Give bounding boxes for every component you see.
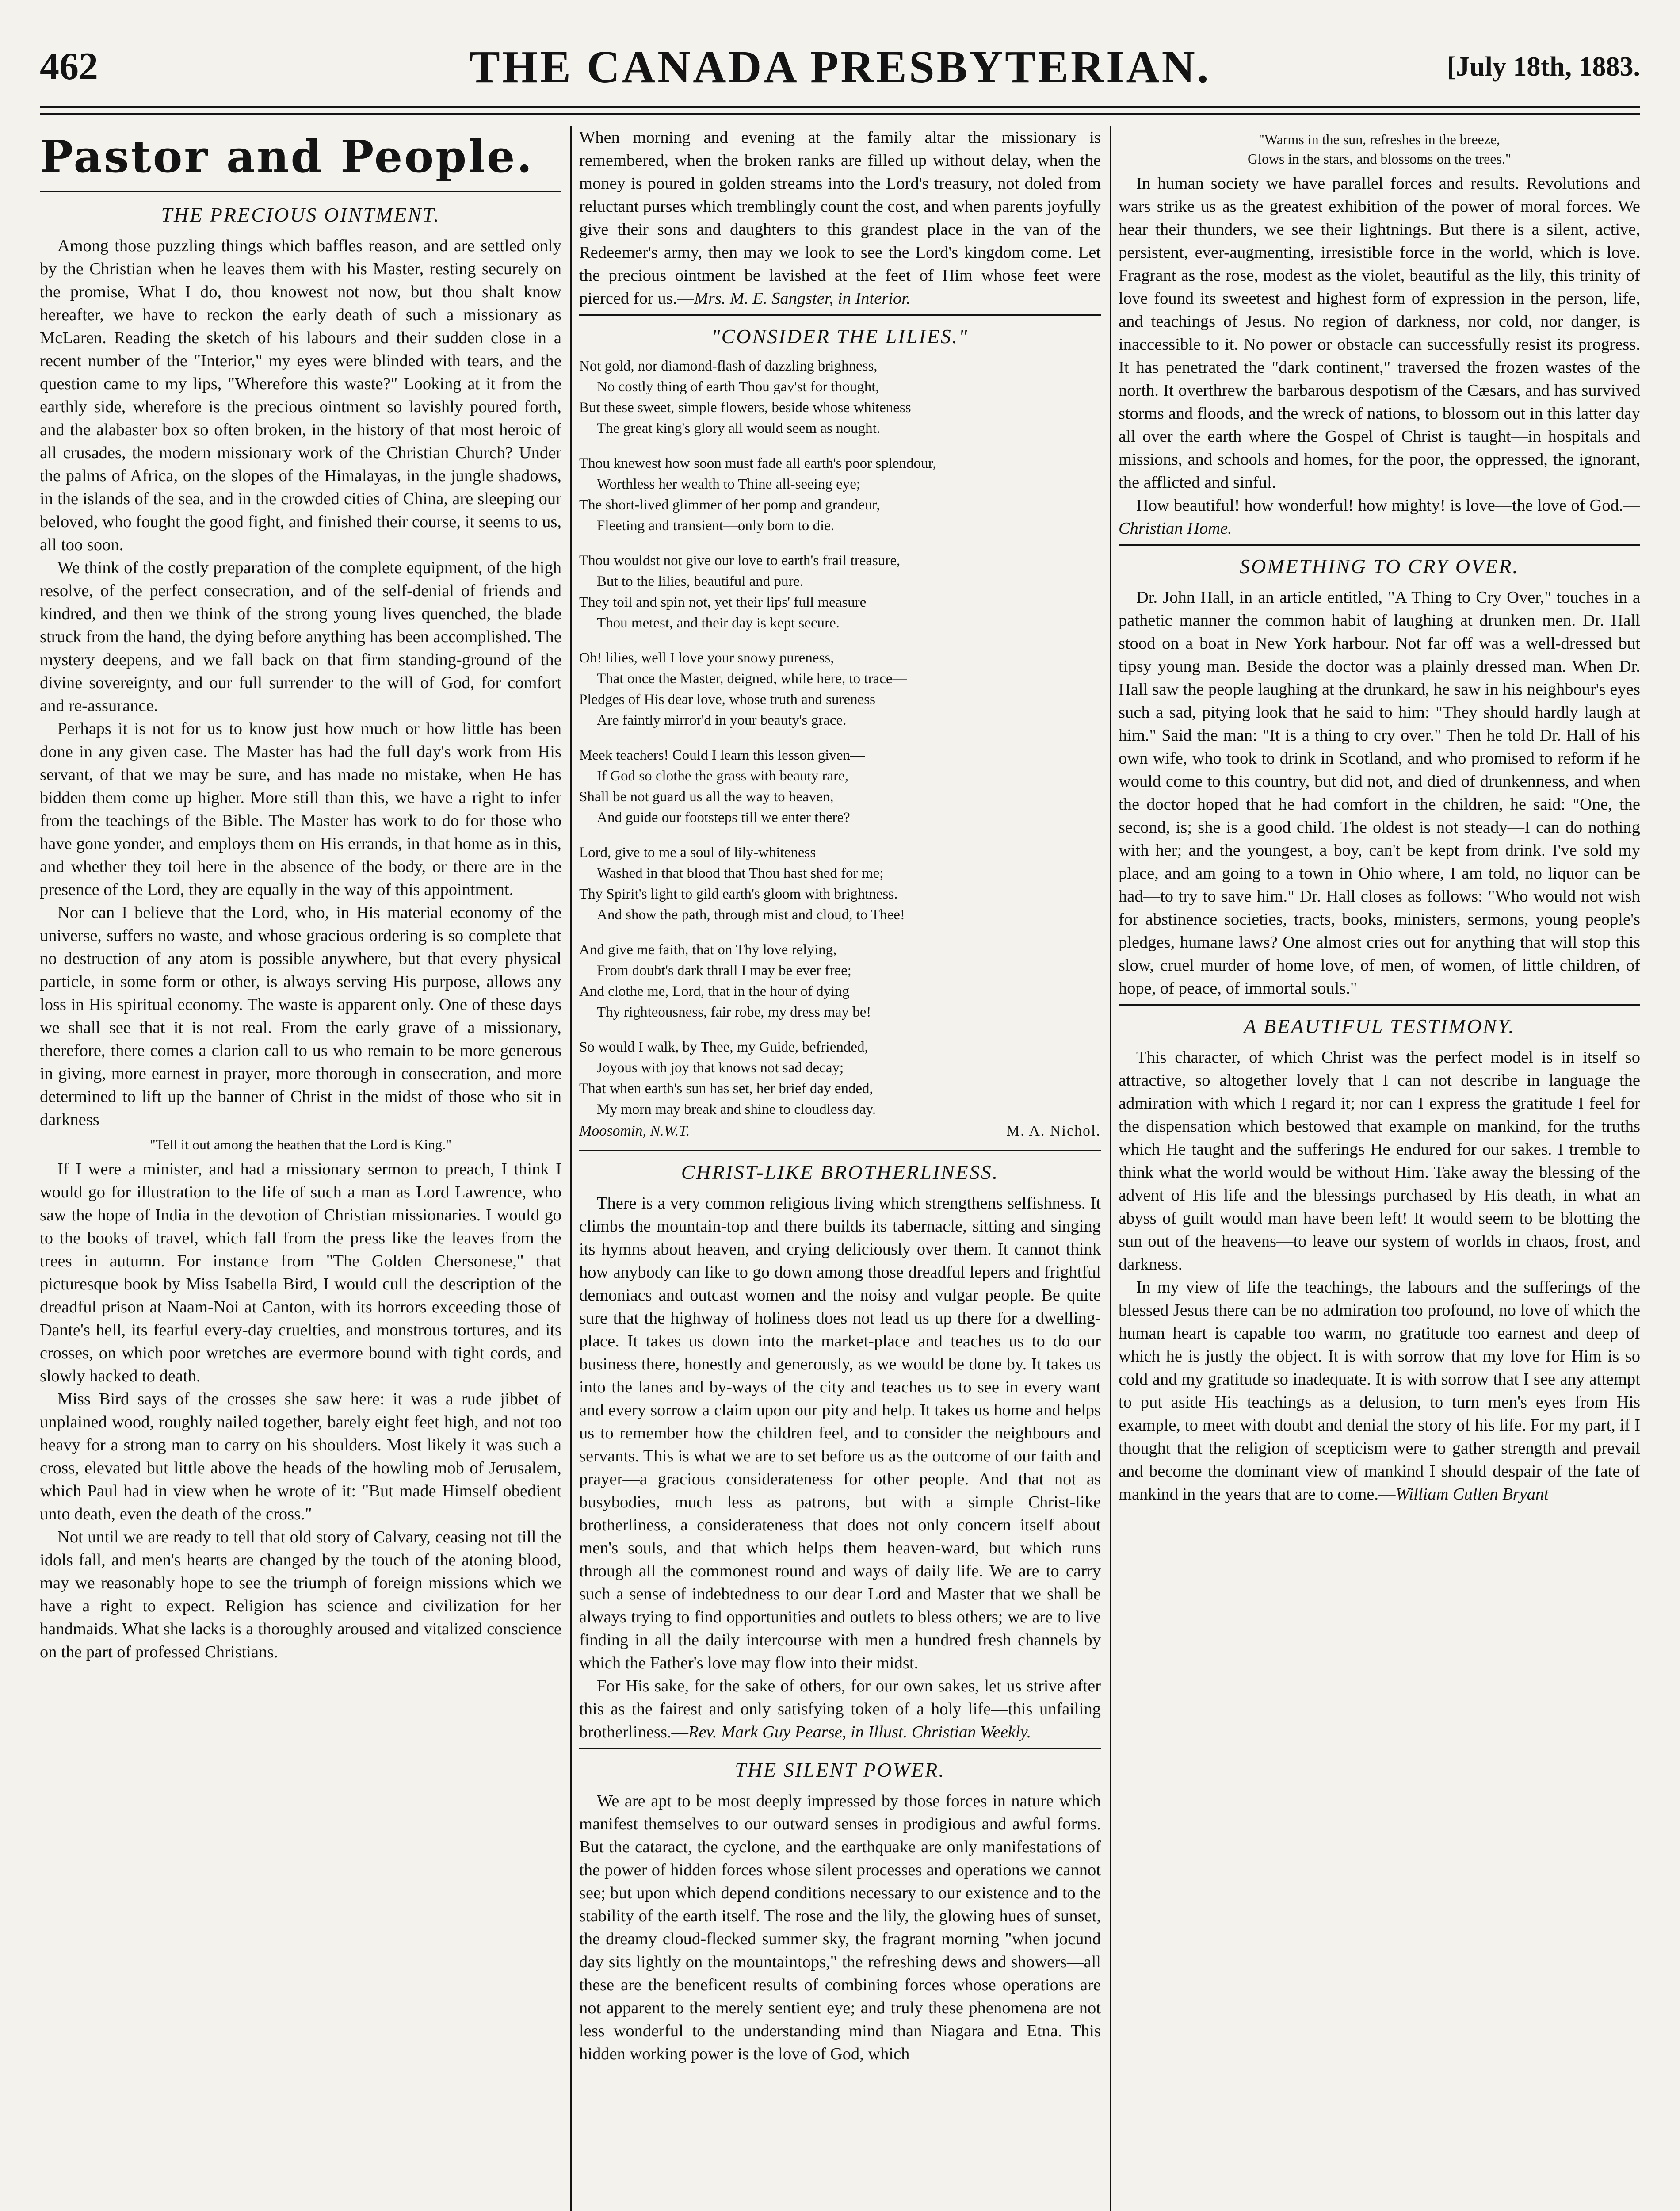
poem-stanza: Oh! lilies, well I love your snowy pureness, That once the Master, deigned, while here, to trace— Pledges of His dear love, whose truth and sureness Are faintly mirror'd in your beauty's grace. — [579, 650, 907, 728]
paragraph: This character, of which Christ was the perfect model is in itself so attractive, so altogether lovely that I can not describe in language the admiration with which I regard it; nor can I express the gratitude I feel for the dispensation which bestowed that example on mankind, for the truths which He taught and the sufferings He endured for our sakes. I tremble to think what the world would be without Him. Take away the blessing of the advent of His life and the blessings purchased by His death, in what an abyss of guilt would man have been left! It would seem to be blotting the sun out of the heavens—to leave our system of worlds in chaos, frost, and darkness. — [1119, 1048, 1640, 1274]
paragraph: Not until we are ready to tell that old story of Calvary, ceasing not till the idols fall, and men's hearts are changed by the touch of the atoning blood, may we reasonably hope to see the triumph of foreign missions which we have a right to expect. Religion has science and civilization for her handmaids. What she lacks is a thoroughly aroused and vitalized conscience on the part of professed Christians. — [40, 1528, 561, 1661]
poem-stanza: Lord, give to me a soul of lily-whiteness Washed in that blood that Thou hast shed for me; Thy Spirit's light to gild earth's gloom with brightness. And show the path, through mist and cloud, to Thee! — [579, 845, 905, 923]
column-2 — [579, 126, 1101, 2211]
paragraph: Perhaps it is not for us to know just how much or how little has been done in any given case. The Master has had the full day's work from His servant, of that we may be sure, and has made no mistake, when He has bidden them come up higher. More still than this, we have a right to infer from the teachings of the Bible. The Master has work to do for those who have gone yonder, and employs them on His errands, in that home as in this, and whether they toil here in the absence of the body, or there are in the presence of the Lord, they are equally in the way of this appointment. — [40, 719, 561, 899]
article-title-brotherliness: CHRIST-LIKE BROTHERLINESS. — [579, 1150, 1101, 1184]
poem-author: M. A. Nichol. — [1006, 1123, 1101, 1139]
paragraph: If I were a minister, and had a missionary sermon to preach, I think I would go for illustration to the life of such a man as Lord Lawrence, who saw the hope of India in the devotion of Christian missionaries. I would go to the books of travel, which fall from the press like the leaves from the trees in autumn. For instance from "The Golden Chersonese," that picturesque book by Miss Isabella Bird, I would cull the description of the dreadful prison at Naam-Noi at Canton, with its horrors exceeding those of Dante's hell, its fearful every-day cruelties, and monstrous tortures, and its crosses, on which poor wretches are evermore bound with tight cords, and slowly hacked to death. — [40, 1160, 561, 1385]
paragraph: Among those puzzling things which baffles reason, and are settled only by the Christian when he leaves them with his Master, resting securely on the promise, What I do, thou knowest not now, but thou shalt know hereafter, we have to reckon the early death of such a missionary as McLaren. Reading the sketch of his labours and their sudden close in a recent number of the "Interior," my eyes were blinded with tears, and the question came to my lips, "Wherefore this waste?" Looking at it from the earthly side, wherefore is the precious ointment so lavishly poured forth, and the alabaster box so often broken, in the history of that most heroic of all crusades, the modern missionary work of the Christian Church? Under the palms of Africa, on the slopes of the Himalayas, in the jungle shadows, in the islands of the sea, and in the crowded cities of China, are sleeping our beloved, who fought the good fight, and finished their course, it seems to us, all too soon. — [40, 237, 561, 554]
paragraph: Dr. John Hall, in an article entitled, "A Thing to Cry Over," touches in a pathetic manner the common habit of laughing at drunken men. Dr. Hall stood on a boat in New York harbour. Not far off was a well-dressed but tipsy young man. Beside the doctor was a plainly dressed man. When Dr. Hall saw the people laughing at the drunkard, he saw in his neighbour's eyes such a sad, pitying look that he said to him: "They should hardly laugh at him." Said the man: "It is a thing to cry over." Then he told Dr. Hall of his own wife, who took to drink in Scotland, and who promised to reform if he would come to this country, but did not, and died of drunkenness, and when the doctor hoped that he had comfort in the children, he said: "One, the second, is; she is a good child. The oldest is not steady—I can do nothing with her; and the youngest, a boy, can't be kept from drink. I've sold my place, and am going to a town in Ohio where, I am told, no liquor can be had—to try to save him." Dr. Hall closes as follows: "Who would not wish for abstinence societies, tracts, books, ministers, sermons, young people's pledges, humane laws? One almost cries out for anything that will stop this slow, cruel murder of home love, of men, of women, of little children, of hope, of peace, of immortal souls." — [1119, 588, 1640, 998]
paragraph: For His sake, for the sake of others, for our own sakes, let us strive after this as the fairest and only satisfying token of a holy life—this unfailing brotherliness.—Rev. Mark Guy Pearse, in Illust. Christian Weekly. — [579, 1677, 1101, 1741]
issue-date: [July 18th, 1883. — [1447, 52, 1640, 82]
quotation: Glows in the stars, and blossoms on the trees." — [1247, 151, 1512, 167]
poem-stanza: Thou wouldst not give our love to earth's frail treasure, But to the lilies, beautiful and pure. They toil and spin not, yet their lips' full measure Thou metest, and their day is kept secure. — [579, 553, 901, 631]
section-title: Pastor and People. — [40, 126, 561, 192]
byline: Rev. Mark Guy Pearse, in Illust. Christian Weekly. — [688, 1723, 1031, 1741]
paragraph: How beautiful! how wonderful! how mighty! is love—the love of God.—Christian Home. — [1119, 496, 1640, 538]
poem-signature — [579, 1123, 1101, 1140]
column-divider — [1110, 126, 1111, 2211]
page-number: 462 — [40, 45, 98, 88]
article-title-testimony: A BEAUTIFUL TESTIMONY. — [1119, 1004, 1640, 1038]
paragraph: There is a very common religious living which strengthens selfishness. It climbs the mountain-top and there builds its tabernacle, sitting and singing its hymns about heaven, and crying deliciously over them. It cannot think how anybody can like to go down among those dreadful lepers and frightful demoniacs and outcast women and the noisy and vulgar people. Be quite sure that the highway of holiness does not lead us up there for a dwelling-place. It takes us down into the market-place and teaches us to do our business there, honestly and generously, as we would be done by. It takes us into the lanes and by-ways of the city and teaches us to see in every want and every sorrow a claim upon our pity and help. It takes us home and helps us to remember how the children feel, and to consider the neighbours and servants. This is what we are to set before us as the outcome of our faith and prayer—a gracious considerateness for other people. And that not as busybodies, much less as patrons, but with a simple Christ-like brotherliness, a considerateness that does not only concern itself about men's souls, and that which helps them heaven-ward, but which runs through all the commonest round and ways of daily life. We are to carry such a sense of indebtedness to our dear Lord and Master that we shall be always trying to find opportunities and outlets to bless others; we are to live finding in all the daily intercourse with men a hundred fresh channels by which the Father's love may flow into their midst. — [579, 1194, 1101, 1672]
poem-stanza: Not gold, nor diamond-flash of dazzling brighness, No costly thing of earth Thou gav'st for thought, But these sweet, simple flowers, beside whose whiteness The great king's glory all would seem as nought. — [579, 358, 911, 436]
article-title-ointment: THE PRECIOUS OINTMENT. — [161, 203, 440, 226]
quotation: "Warms in the sun, refreshes in the breeze, — [1258, 131, 1501, 147]
poem-stanza: And give me faith, that on Thy love relying, From doubt's dark thrall I may be ever free; And clothe me, Lord, that in the hour of dying Thy righteousness, fair robe, my dress may be! — [579, 942, 871, 1020]
paragraph: In human society we have parallel forces and results. Revolutions and wars strike us as the greatest exhibition of the power of moral forces. We hear their thunders, we see their lightnings. But there is a silent, active, persistent, ever-augmenting, irresistible force in the world, which is love. Fragrant as the rose, modest as the violet, beautiful as the lily, this trinity of love found its sweetest and highest form of expression in the person, life, and teachings of Jesus. No region of darkness, nor cold, nor danger, is inaccessible to it. No power or obstacle can successfully resist its progress. It has penetrated the "dark continent," traversed the frozen wastes of the north. It overthrew the barbarous despotism of the Cæsars, and has survived storms and floods, and the wreck of nations, to blossom out in this latter day all over the earth where the Gospel of Christ is taught—in hospitals and missions, and schools and homes, for the poor, the oppressed, the ignorant, the afflicted and sinful. — [1119, 174, 1640, 492]
paragraph: In my view of life the teachings, the labours and the sufferings of the blessed Jesus there can be no admiration too profound, no love of which the human heart is capable too warm, no gratitude too earnest and deep of which he is justly the object. It is with sorrow that my love for Him is so cold and my gratitude so inadequate. It is with sorrow that I see any attempt to put aside His teachings as a delusion, to turn men's eyes from His example, to meet with doubt and denial the story of his life. For my part, if I thought that the religion of scepticism were to gather strength and prevail and become the dominant view of mankind I should despair of the fate of mankind in the years that are to come.—William Cullen Bryant — [1119, 1278, 1640, 1503]
paragraph: Nor can I believe that the Lord, who, in His material economy of the universe, suffers no waste, and whose gracious ordering is so complete that no destruction of any atom is possible anywhere, but that every physical particle, in some form or other, is always serving His purpose, allows any loss in His spiritual economy. The waste is apparent only. One of these days we shall see that it is not real. From the early grave of a missionary, therefore, there comes a clarion call to us who remain to be more generous in giving, more earnest in prayer, more thorough in consecration, and more determined to lift up the banner of Christ in the midst of those who sit in darkness— — [40, 903, 561, 1129]
paragraph: When morning and evening at the family altar the missionary is remembered, when the broken ranks are filled up without delay, when the money is poured in golden streams into the Lord's treasury, not doled from reluctant purses which tremblingly count the cost, and when parents joyfully give their sons and daughters to this grandest place in the van of the Redeemer's army, then may we look to see the Lord's kingdom come. Let the precious ointment be lavished at the feet of Him whose feet were pierced for us.—Mrs. M. E. Sangster, in Interior. — [579, 128, 1101, 308]
quotation: "Tell it out among the heathen that the Lord is King." — [149, 1136, 452, 1152]
column-3 — [1119, 126, 1640, 2211]
byline: William Cullen Bryant — [1395, 1485, 1549, 1503]
article-title-silent-power: THE SILENT POWER. — [579, 1748, 1101, 1782]
article-title-lilies: "CONSIDER THE LILIES." — [579, 314, 1101, 348]
newspaper-title: THE CANADA PRESBYTERIAN. — [469, 42, 1211, 92]
poem-stanza: Thou knewest how soon must fade all earth's poor splendour, Worthless her wealth to Thine all-seeing eye; The short-lived glimmer of her pomp and grandeur, Fleeting and transient—only born to die. — [579, 455, 936, 534]
paragraph: We are apt to be most deeply impressed by those forces in nature which manifest themselves to our outward senses in prodigious and awful forms. But the cataract, the cyclone, and the earthquake are only manifestations of the power of hidden forces whose silent processes and operations we cannot see; but upon which depend conditions necessary to our existence and to the stability of the earth itself. The rose and the lily, the glowing hues of sunset, the dreamy cloud-flecked summer sky, the fragrant morning "when jocund day sits lightly on the mountaintops," the refreshing dews and showers—all these are the beneficent results of combining forces whose operations are not apparent to the merely sentient eye; and truly these phenomena are not less wonderful to the understanding mind than Niagara and Etna. This hidden working power is the love of God, which — [579, 1792, 1101, 2063]
paragraph: We think of the costly preparation of the complete equipment, of the high resolve, of the perfect consecration, and of the self-denial of friends and kindred, and then we think of the strong young lives quenched, the blade struck from the hand, the dying before anything has been accomplished. The mystery deepens, and we fall back on that firm standing-ground of the divine sovereignty, and our full surrender to the will of God, for comfort and re-assurance. — [40, 558, 561, 715]
byline: Mrs. M. E. Sangster, in Interior. — [694, 289, 911, 308]
article-title-cry-over: SOMETHING TO CRY OVER. — [1119, 544, 1640, 578]
column-1 — [40, 126, 561, 2211]
column-divider — [570, 126, 572, 2211]
paragraph: Miss Bird says of the crosses she saw here: it was a rude jibbet of unplained wood, roughly nailed together, barely eight feet high, and not too heavy for a strong man to carry on his shoulders. Most likely it was such a cross, elevated but little above the heads of the howling mob of Jerusalem, which Paul had in view when he wrote of it: "But made Himself obedient unto death, even the death of the cross." — [40, 1390, 561, 1523]
poem-stanza: Meek teachers! Could I learn this lesson given— If God so clothe the grass with beauty rare, Shall be not guard us all the way to heaven, And guide our footsteps till we enter there? — [579, 747, 865, 826]
poem-stanza: So would I walk, by Thee, my Guide, befriended, Joyous with joy that knows not sad decay; That when earth's sun has set, her brief day ended, My morn may break and shine to cloudless day. — [579, 1039, 876, 1117]
masthead-rule — [40, 106, 1640, 115]
poem-place: Moosomin, N.W.T. — [579, 1123, 690, 1139]
byline: Christian Home. — [1119, 519, 1232, 538]
